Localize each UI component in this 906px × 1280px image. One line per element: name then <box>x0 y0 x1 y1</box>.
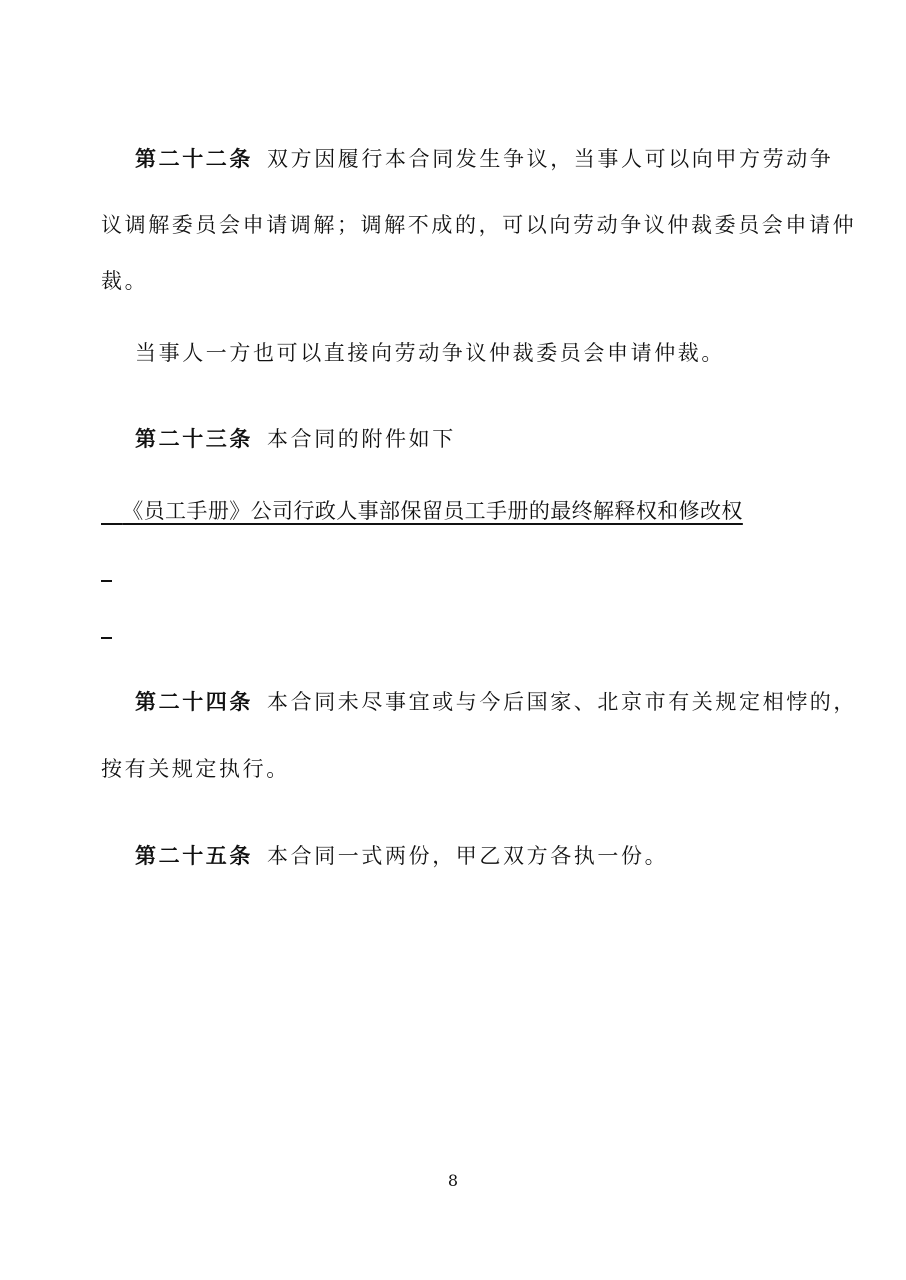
article-24-label: 第二十四条 <box>135 690 253 714</box>
article-22-extra-paragraph: 当事人一方也可以直接向劳动争议仲裁委员会申请仲裁。 <box>135 341 725 365</box>
article-23-text-1: 本合同的附件如下 <box>267 427 456 451</box>
article-25-label: 第二十五条 <box>135 844 253 868</box>
article-24-line-2: 按有关规定执行。 <box>101 757 290 781</box>
article-22-line-3: 裁。 <box>101 269 149 293</box>
blank-line-2 <box>101 637 112 639</box>
blank-line-1 <box>101 580 112 582</box>
article-23-line-1 <box>135 424 456 454</box>
attachment-text: 《员工手册》公司行政人事部保留员工手册的最终解释权和修改权 <box>122 499 743 523</box>
article-23-attachment <box>101 496 743 526</box>
article-23-label: 第二十三条 <box>135 427 253 451</box>
article-24-text-1: 本合同未尽事宜或与今后国家、北京市有关规定相悖的， <box>267 690 857 714</box>
article-22-label: 第二十二条 <box>135 147 253 171</box>
article-22-line-2: 议调解委员会申请调解；调解不成的，可以向劳动争议仲裁委员会申请仲 <box>101 213 857 237</box>
article-25-line-1 <box>135 841 668 871</box>
article-25-text-1: 本合同一式两份，甲乙双方各执一份。 <box>267 844 669 868</box>
page-number: 8 <box>447 1171 459 1190</box>
article-24-line-1 <box>135 687 857 717</box>
article-22-line-1 <box>135 144 833 174</box>
article-22-text-1: 双方因履行本合同发生争议，当事人可以向甲方劳动争 <box>267 147 834 171</box>
